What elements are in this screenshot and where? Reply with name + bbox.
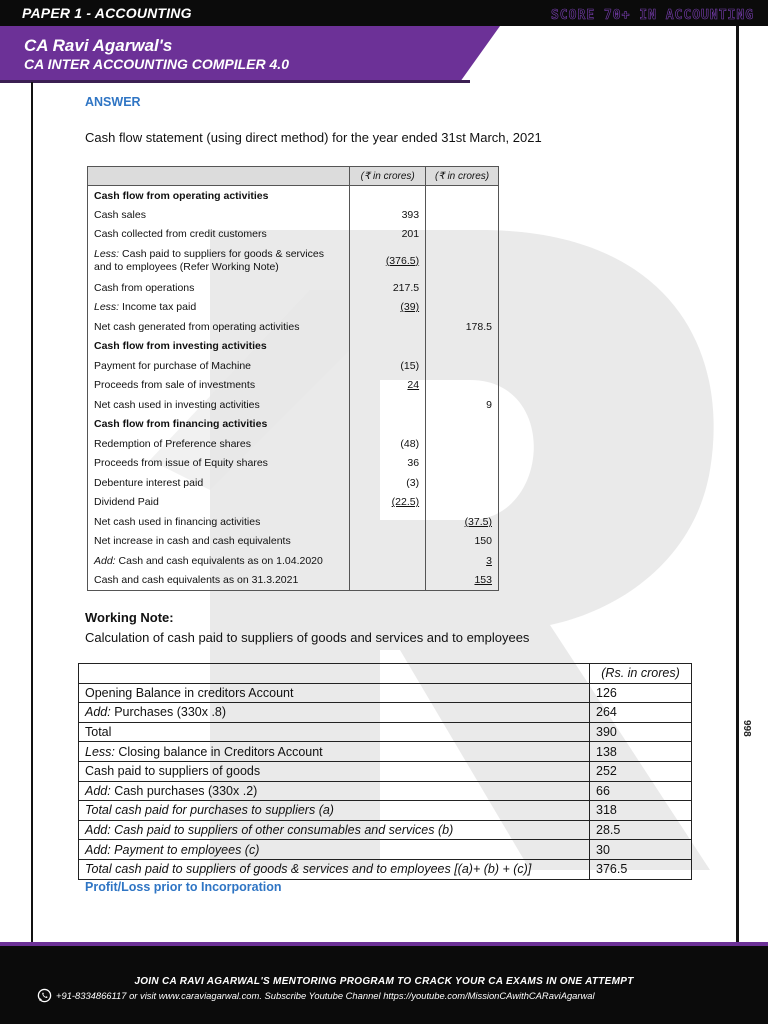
cash-flow-row: [88, 532, 499, 552]
cash-flow-label-text: Cash collected from credit customers: [94, 228, 267, 241]
cash-flow-label: [88, 186, 350, 206]
cash-flow-amount-1: [350, 532, 426, 552]
working-note-amount: 318: [590, 801, 692, 821]
cash-flow-label: [88, 278, 350, 298]
working-note-label: [79, 781, 590, 801]
footer-contact: +91-8334866117 or visit www.caraviagarwal.com. Subscribe Youtube Channel https://youtube.com/MissionCAwithCARaviAgarwal: [56, 990, 595, 1001]
working-note-row: [79, 781, 692, 801]
cash-flow-amount-1: [350, 571, 426, 591]
cash-flow-label: [88, 317, 350, 337]
cash-flow-amount-1: [350, 317, 426, 337]
cash-flow-amount-1: 217.5: [350, 278, 426, 298]
working-note-row: [79, 761, 692, 781]
page-number: 998: [741, 720, 752, 737]
cash-flow-prefix: Less:: [94, 301, 120, 314]
cash-flow-label-text: Cash flow from financing activities: [94, 418, 268, 431]
cash-flow-row: [88, 244, 499, 278]
cash-flow-amount-2: [426, 454, 499, 474]
working-note-row: [79, 703, 692, 723]
working-note-label: [79, 859, 590, 879]
cash-flow-amount-2: 178.5: [426, 317, 499, 337]
working-note-label-text: Cash purchases (330x .2): [110, 783, 258, 798]
cash-flow-label-text: Net cash used in investing activities: [94, 398, 260, 411]
working-note-row: [79, 722, 692, 742]
working-note-label: [79, 683, 590, 703]
cash-flow-label-text: Cash flow from investing activities: [94, 340, 267, 353]
cash-flow-label: [88, 356, 350, 376]
working-note-label: [79, 840, 590, 860]
cash-flow-label-text: Cash sales: [94, 208, 146, 221]
cash-flow-label-text: Net increase in cash and cash equivalents: [94, 535, 291, 548]
working-note-label: [79, 722, 590, 742]
book-title: CA INTER ACCOUNTING COMPILER 4.0: [24, 56, 289, 72]
cash-flow-amount-1: (39): [350, 298, 426, 318]
cash-flow-label-text: Cash paid to suppliers for goods & services and to employees (Refer Working Note): [94, 248, 324, 273]
cash-flow-amount-1: [350, 512, 426, 532]
cash-flow-amount-1: (15): [350, 356, 426, 376]
right-margin-line: [736, 26, 739, 944]
working-note-table: [78, 663, 692, 880]
cash-flow-label-text: Cash and cash equivalents as on 1.04.2020: [115, 554, 323, 567]
working-note-row: [79, 820, 692, 840]
cash-flow-amount-2: (37.5): [426, 512, 499, 532]
cash-flow-row: [88, 434, 499, 454]
working-note-amount: 30: [590, 840, 692, 860]
working-note-row: [79, 859, 692, 879]
cash-flow-label: [88, 298, 350, 318]
cash-flow-row: [88, 571, 499, 591]
cash-flow-label-text: Redemption of Preference shares: [94, 437, 252, 450]
cash-flow-label: [88, 337, 350, 357]
working-note-amount: 264: [590, 703, 692, 723]
cash-flow-label-text: Dividend Paid: [94, 496, 159, 509]
working-note-label-text: Add: Payment to employees (c): [85, 842, 260, 857]
cash-flow-amount-1: [350, 337, 426, 357]
score-tagline: SCORE 70+ IN ACCOUNTING: [550, 8, 754, 23]
working-note-header-row: [79, 664, 692, 684]
cash-flow-label-text: Debenture interest paid: [94, 476, 204, 489]
cash-flow-amount-2: 3: [426, 551, 499, 571]
cash-flow-label: [88, 532, 350, 552]
cash-flow-amount-1: [350, 186, 426, 206]
cash-flow-label-text: Net cash used in financing activities: [94, 515, 261, 528]
cash-flow-amount-2: [426, 278, 499, 298]
cash-flow-amount-1: [350, 415, 426, 435]
cash-flow-label: [88, 225, 350, 245]
cash-flow-amount-2: [426, 434, 499, 454]
whatsapp-icon: [37, 988, 52, 1003]
working-note-label: [79, 801, 590, 821]
working-note-amount: 376.5: [590, 859, 692, 879]
working-note-prefix: Less:: [85, 744, 115, 759]
cash-flow-amount-1: 24: [350, 376, 426, 396]
cash-flow-row: [88, 454, 499, 474]
working-note-amount: 390: [590, 722, 692, 742]
cash-flow-amount-2: [426, 225, 499, 245]
cash-flow-amount-2: [426, 186, 499, 206]
working-note-amount-header: (Rs. in crores): [590, 664, 692, 684]
cash-flow-amount-2: [426, 337, 499, 357]
cash-flow-label: [88, 244, 350, 278]
working-note-row: [79, 840, 692, 860]
footer-promo: JOIN CA RAVI AGARWAL'S MENTORING PROGRAM TO CRACK YOUR CA EXAMS IN ONE ATTEMPT: [134, 976, 634, 987]
cash-flow-label-text: Net cash generated from operating activities: [94, 320, 300, 333]
working-note-label: [79, 742, 590, 762]
cash-flow-table: [87, 166, 499, 591]
working-note-row: [79, 801, 692, 821]
cash-flow-amount-2: [426, 473, 499, 493]
answer-heading: ANSWER: [85, 95, 141, 109]
cash-flow-label: [88, 473, 350, 493]
cash-flow-label-text: Proceeds from sale of investments: [94, 379, 256, 392]
cash-flow-row: [88, 317, 499, 337]
cash-flow-header-blank: [88, 167, 350, 186]
working-note-row: [79, 683, 692, 703]
next-section-heading: Profit/Loss prior to Incorporation: [85, 880, 282, 894]
cash-flow-amount-1: 36: [350, 454, 426, 474]
cash-flow-label-text: Cash and cash equivalents as on 31.3.2021: [94, 574, 299, 586]
working-note-amount: 126: [590, 683, 692, 703]
cash-flow-amount-1: [350, 395, 426, 415]
cash-flow-amount-2: [426, 356, 499, 376]
cash-flow-row: [88, 337, 499, 357]
working-note-amount: 252: [590, 761, 692, 781]
cash-flow-label-text: Proceeds from issue of Equity shares: [94, 457, 268, 470]
cash-flow-amount-1: (22.5): [350, 493, 426, 513]
cash-flow-label: [88, 205, 350, 225]
cash-flow-label-text: Cash flow from operating activities: [94, 189, 269, 202]
working-note-label-text: Total cash paid to suppliers of goods & services and to employees [(a)+ (b) + (c)]: [85, 862, 532, 877]
cash-flow-amount-2: [426, 205, 499, 225]
cash-flow-col2-header: (₹ in crores): [426, 167, 499, 186]
cash-flow-header-row: [88, 167, 499, 186]
cash-flow-label-text: Income tax paid: [119, 301, 197, 314]
cash-flow-row: [88, 278, 499, 298]
working-note-header-blank: [79, 664, 590, 684]
cash-flow-label: [88, 395, 350, 415]
cash-flow-label: [88, 415, 350, 435]
working-note-label-text: Purchases (330x .8): [110, 705, 227, 720]
working-note-amount: 66: [590, 781, 692, 801]
cash-flow-amount-2: [426, 244, 499, 278]
cash-flow-row: [88, 376, 499, 396]
cash-flow-amount-2: [426, 376, 499, 396]
cash-flow-label: [88, 512, 350, 532]
cash-flow-row: [88, 225, 499, 245]
cash-flow-label-text: Payment for purchase of Machine: [94, 359, 251, 372]
cash-flow-row: [88, 551, 499, 571]
cash-flow-row: [88, 493, 499, 513]
cash-flow-amount-2: [426, 493, 499, 513]
cash-flow-label: [88, 434, 350, 454]
working-note-label: [79, 703, 590, 723]
working-note-row: [79, 742, 692, 762]
cash-flow-amount-2: [426, 415, 499, 435]
working-note-amount: 138: [590, 742, 692, 762]
cash-flow-amount-1: (3): [350, 473, 426, 493]
working-note-prefix: Add:: [85, 705, 111, 720]
cash-flow-amount-2: [426, 298, 499, 318]
cash-flow-prefix: Add:: [94, 554, 116, 567]
cash-flow-amount-1: 393: [350, 205, 426, 225]
working-note-label: [79, 820, 590, 840]
working-note-prefix: Add:: [85, 783, 111, 798]
working-note-subtitle: Calculation of cash paid to suppliers of goods and services and to employees: [85, 630, 530, 645]
working-note-label-text: Total cash paid for purchases to suppliers (a): [85, 803, 334, 818]
cash-flow-amount-1: [350, 551, 426, 571]
cash-flow-amount-1: 201: [350, 225, 426, 245]
cash-flow-amount-1: (48): [350, 434, 426, 454]
working-note-amount: 28.5: [590, 820, 692, 840]
working-note-label-text: Total: [85, 725, 112, 740]
paper-label: PAPER 1 - ACCOUNTING: [22, 5, 192, 21]
cash-flow-row: [88, 512, 499, 532]
book-author: CA Ravi Agarwal's: [24, 36, 173, 55]
cash-flow-row: [88, 473, 499, 493]
cash-flow-label: [88, 493, 350, 513]
working-note-label-text: Cash paid to suppliers of goods: [85, 764, 261, 779]
cash-flow-label: [88, 551, 350, 571]
cash-flow-amount-1: (376.5): [350, 244, 426, 278]
statement-title: Cash flow statement (using direct method) for the year ended 31st March, 2021: [85, 130, 542, 145]
working-note-label: [79, 761, 590, 781]
cash-flow-label: [88, 454, 350, 474]
banner-underline: [0, 80, 470, 83]
working-note-label-text: Opening Balance in creditors Account: [85, 685, 294, 700]
cash-flow-amount-2: 153: [426, 571, 499, 591]
cash-flow-amount-2: 9: [426, 395, 499, 415]
working-note-heading: Working Note:: [85, 610, 174, 625]
working-note-label-text: Add: Cash paid to suppliers of other consumables and services (b): [85, 823, 454, 838]
cash-flow-row: [88, 415, 499, 435]
cash-flow-label: [88, 571, 350, 591]
cash-flow-prefix: Less:: [94, 248, 120, 261]
working-note-label-text: Closing balance in Creditors Account: [114, 744, 323, 759]
cash-flow-row: [88, 356, 499, 376]
cash-flow-row: [88, 186, 499, 206]
cash-flow-row: [88, 298, 499, 318]
cash-flow-label-text: Cash from operations: [94, 281, 195, 294]
left-margin-line: [31, 82, 33, 944]
cash-flow-col1-header: (₹ in crores): [350, 167, 426, 186]
cash-flow-amount-2: 150: [426, 532, 499, 552]
cash-flow-label: [88, 376, 350, 396]
cash-flow-row: [88, 205, 499, 225]
cash-flow-row: [88, 395, 499, 415]
